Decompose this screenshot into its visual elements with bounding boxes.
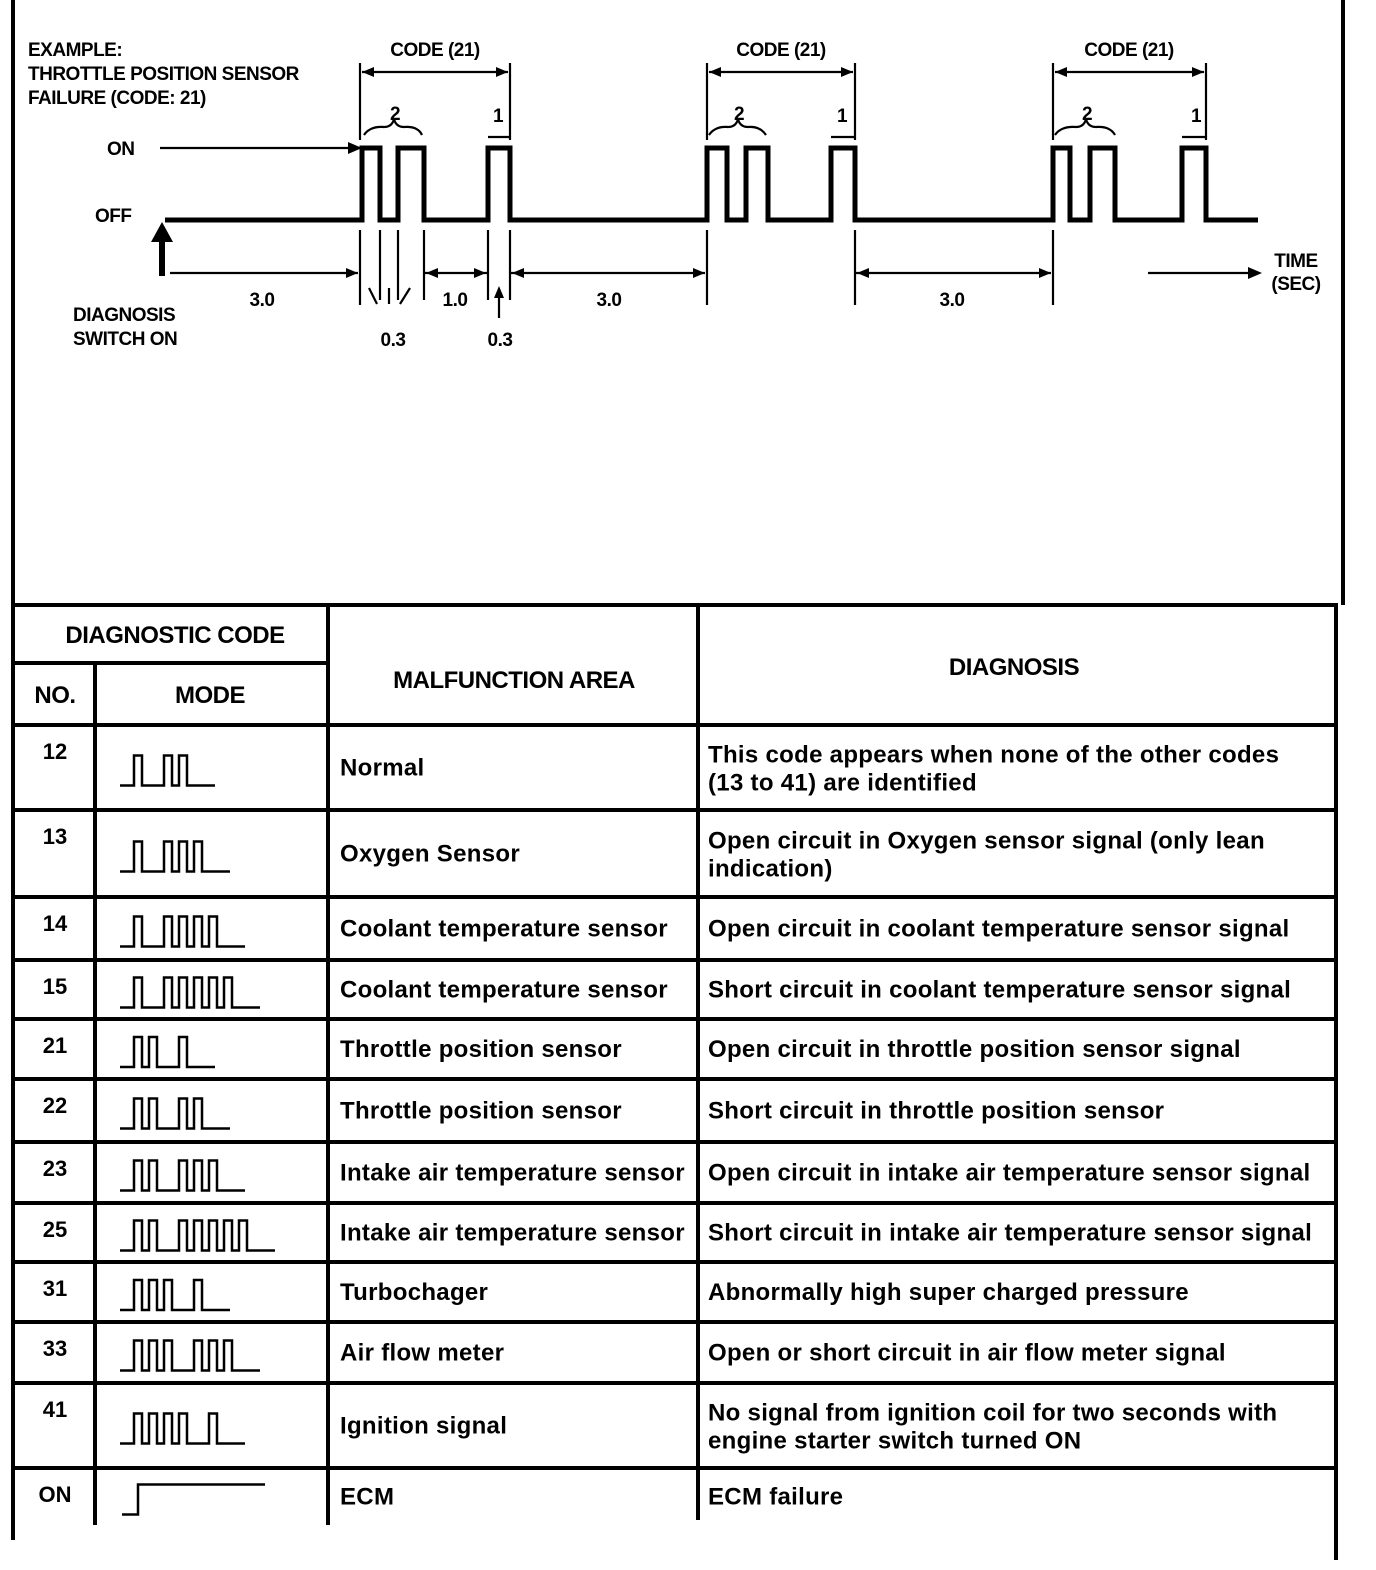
diagnosis-text: No signal from ignition coil for two seconds with [708,1399,1278,1427]
table-row [43,739,1279,797]
header-malfunction-area: MALFUNCTION AREA [393,667,635,694]
mode-waveform-icon [120,1099,230,1129]
table-row [43,1336,1226,1371]
malfunction-area: Turbochager [340,1279,489,1306]
table-row [43,974,1291,1008]
tens-digit-3: 2 [1081,104,1093,125]
table-row [43,1156,1311,1191]
table-row [43,1093,1165,1129]
diagnosis-switch-arrow-icon [151,222,173,242]
malfunction-area: Intake air temperature sensor [340,1219,685,1247]
timing-diagram [28,40,1321,351]
mode-waveform-icon [120,978,260,1008]
row-rules [13,810,1336,1468]
diagnosis-text: Open or short circuit in air flow meter signal [708,1339,1226,1367]
mode-waveform-icon [120,1341,260,1371]
diagnosis-text: Open circuit in intake air temperature sensor signal [708,1159,1311,1187]
example-title-line2: THROTTLE POSITION SENSOR [28,64,299,85]
malfunction-area: Throttle position sensor [340,1036,622,1063]
table-row [39,1482,844,1515]
diagnosis-text: Open circuit in Oxygen sensor signal (only lean [708,827,1265,855]
code-number: 22 [42,1093,68,1118]
mode-waveform-icon [120,1037,215,1067]
malfunction-area: Oxygen Sensor [340,840,520,868]
malfunction-area: Normal [340,754,425,782]
mode-waveform-icon [120,1161,245,1191]
table-row [43,1397,1278,1455]
diagnosis-text-line2: indication) [708,855,833,883]
diagnosis-text: ECM failure [708,1483,844,1511]
code-number: 23 [42,1156,68,1181]
code-number: 33 [42,1336,68,1361]
units-digit-3: 1 [1190,106,1202,127]
code-label-2: CODE (21) [736,40,826,61]
header-no: NO. [34,682,76,709]
mode-waveform-icon [120,756,215,786]
diagnosis-text: Short circuit in throttle position sensor [708,1097,1165,1125]
signal-waveform [165,148,1258,220]
code-bracket-1 [360,40,510,140]
interval-pulse-1: 0.3 [380,330,406,351]
malfunction-area: Throttle position sensor [340,1097,622,1125]
diagnosis-text: Open circuit in throttle position sensor signal [708,1036,1241,1063]
mode-waveform-icon [120,917,245,947]
code-label-1: CODE (21) [390,40,480,61]
code-bracket-3 [1053,40,1206,140]
code-number: 14 [42,911,68,936]
mode-waveform-icon [120,1280,230,1310]
mode-waveform-icon [122,1485,265,1515]
example-title-line3: FAILURE (CODE: 21) [28,88,206,109]
code-number: 12 [42,739,68,764]
code-label-3: CODE (21) [1084,40,1174,61]
malfunction-area: Ignition signal [340,1412,508,1440]
on-level-label: ON [107,139,135,160]
header-mode: MODE [175,682,245,709]
diagnosis-switch-line2: SWITCH ON [73,329,178,350]
code-bracket-2 [707,40,855,140]
diagnostic-code-table [13,605,1338,1525]
interval-code-gap-2: 3.0 [939,290,965,311]
code-number: 25 [42,1217,68,1242]
diagnosis-text-line2: (13 to 41) are identified [708,769,977,797]
mode-waveform-icon [120,1414,245,1444]
code-number: 15 [42,974,68,999]
table-row [43,1033,1241,1067]
malfunction-area: Air flow meter [340,1339,505,1367]
diagnosis-text: Abnormally high super charged pressure [708,1279,1189,1306]
code-number: 41 [42,1397,68,1422]
malfunction-area: Coolant temperature sensor [340,976,668,1004]
time-arrow-icon [1248,267,1262,279]
table-row [43,1276,1189,1310]
interval-start-gap: 3.0 [249,290,275,311]
interval-pulse-2: 0.3 [487,330,513,351]
table-row [43,1217,1312,1251]
table-row [43,824,1265,883]
time-label-line2: (SEC) [1271,274,1321,295]
example-title-line1: EXAMPLE: [28,40,123,61]
table-row [43,911,1290,947]
diagnosis-switch-line1: DIAGNOSIS [73,305,176,326]
diagnosis-text: This code appears when none of the other codes [708,741,1280,769]
interval-code-gap-1: 3.0 [596,290,622,311]
code-number: ON [38,1482,72,1507]
malfunction-area: ECM [340,1483,395,1511]
units-digit-1: 1 [492,106,504,127]
diagnosis-text: Short circuit in coolant temperature sensor signal [708,976,1292,1004]
header-diagnosis: DIAGNOSIS [948,654,1080,681]
mode-waveform-icon [120,1221,275,1251]
malfunction-area: Coolant temperature sensor [340,915,668,943]
diagnosis-text-line2: engine starter switch turned ON [708,1427,1082,1455]
tens-digit-1: 2 [389,104,401,125]
diagnosis-text: Open circuit in coolant temperature sensor signal [708,915,1290,943]
mode-waveform-icon [120,842,230,872]
code-number: 13 [42,824,68,849]
interval-digit-gap: 1.0 [442,290,468,311]
code-number: 31 [42,1276,68,1301]
time-label-line1: TIME [1274,251,1318,272]
malfunction-area: Intake air temperature sensor [340,1159,685,1187]
code-number: 21 [42,1033,68,1058]
diagnosis-text: Short circuit in intake air temperature sensor signal [708,1219,1313,1247]
table-rows [39,739,1313,1515]
off-level-label: OFF [95,206,132,227]
time-dimensions [170,230,1321,351]
tens-digit-2: 2 [733,104,745,125]
header-diagnostic-code: DIAGNOSTIC CODE [65,622,285,649]
units-digit-2: 1 [836,106,848,127]
